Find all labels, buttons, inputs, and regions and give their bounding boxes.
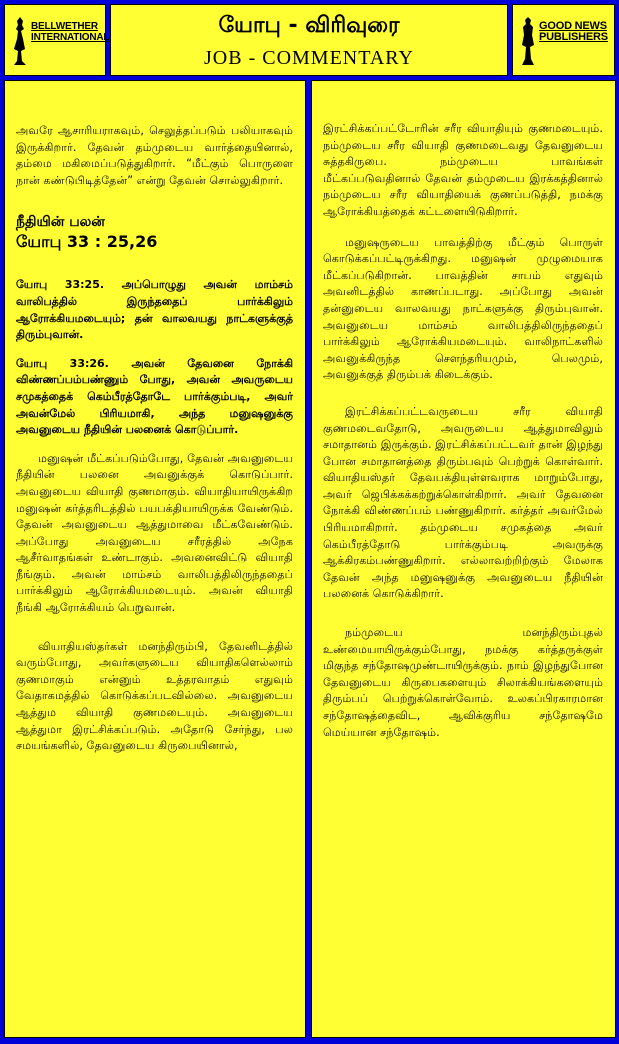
good-news-logo-box [512, 4, 615, 76]
good-news-logo [519, 15, 610, 67]
paragraph: இரட்சிக்கப்பட்டவருடைய சரீர வியாதி குணமடைவதோடு, அவருடைய ஆத்துமாவிலும் சமாதானம் இருக்கும். இரட்சிக்கப்பட்டவர் தான் இழந்து போன சமாதானத்தை திரும்பவும் பெற்றுக் கொள்வார். வியாதியஸ்தர் தேவபக்தியுள்ளவராக மாறும்போது, அவர் ஜெபிக்கக்கற்றுக்கொள்கிறார். அவர் தேவனை நோக்கி விண்ணப்பம் பண்ணுகிறார். கர்த்தர் அவர்மேல் பிரியமாகிறார். தம்முடைய சமுகத்தை அவர் கெம்பீரத்தோடு பார்க்கும்படி அவருக்கு ஆக்கிரகம்பண்ணுகிறார். எல்லாவற்றிற்கும் மேலாக தேவன் அந்த மனுஷனுக்கு அவனுடைய நீதியின் பலனைக் கொடுக்கிறார். [323, 404, 603, 601]
verse-26: யோபு 33:26. அவன் தேவனை நோக்கி விண்ணப்பம்பண்ணும் போது, அவன் அவருடைய சமுகத்தைக் கெம்பீரத்தோடே பார்க்கும்படி, அவர் அவன்மேல் பிரியமாகி, அந்த மனுஷனுக்கு அவனுடைய நீதியின் பலனைக் கொடுப்பார். [16, 356, 293, 437]
page-title-box [110, 4, 508, 76]
logo-line-2: PUBLISHERS [539, 31, 608, 43]
paragraph: அவரே ஆசாரியராகவும், செலுத்தப்படும் பலியாகவும் இருக்கிறார். தேவன் தம்முடைய வார்த்தையினால், தம்மை மகிமைப்படுத்துகிறார். “மீட்கும் பொருளை நான் கண்டுபிடித்தேன்” என்று தேவன் சொல்லுகிறார். [16, 124, 293, 187]
page-title-english: JOB - COMMENTARY [204, 47, 414, 69]
reader-figure-icon [519, 15, 537, 67]
paragraph: மனுஷன் மீட்கப்படும்போது, தேவன் அவனுடைய நீதியின் பலனை அவனுக்குக் கொடுப்பார். அவனுடைய வியாதி குணமாகும். வியாதியாயிருக்கிற மனுஷன் கர்த்தரிடத்தில் பயபக்தியாயிருக்க வேண்டும். தேவன் அவனுடைய ஆத்துமாவை மீட்கவேண்டும். அப்போது அவனுடைய சரீரத்தில் அநேக ஆசீர்வாதங்கள் உண்டாகும். அவனைவிட்டு வியாதி நீங்கும். அவன் மாம்சம் வாலிபத்திலிருந்ததைப் பார்க்கிலும் ஆரோக்கியமடையும். அவன் வியாதி நீங்கி ஆரோக்கியம் பெறுவான். [16, 451, 293, 615]
right-column [311, 80, 616, 1038]
paragraph: மனுஷருடைய பாவத்திற்கு மீட்கும் பொருள் கொடுக்கப்பட்டிருக்கிறது. மனுஷன் முழுமையாக மீட்கப்படுகிறான். பாவத்தின் சாபம் எதுவும் அவனிடத்தில் காணப்படாது. அப்போது அவன் தன்னுடைய வாலவயது நாட்களுக்கு திரும்புவான். அவனுடைய மாம்சம் வாலிபத்திலிருந்ததைப் பார்க்கிலும் ஆரோக்கியமடையும். வாலிநாட்களில் அவனுக்கிருந்த சௌந்தரியமும், பெலமும், அவனுக்குத் திரும்பக் கிடைக்கும். [323, 235, 603, 382]
ram-figure-icon [11, 15, 29, 67]
section-title: நீதியின் பலன் [16, 214, 105, 231]
logo-line-1: BELLWETHER [31, 21, 98, 32]
logo-line-1: GOOD NEWS [539, 20, 607, 32]
left-column [4, 80, 306, 1038]
paragraph: வியாதியஸ்தர்கள் மனந்திரும்பி, தேவனிடத்தில் வரும்போது, அவர்களுடைய வியாதிகளெல்லாம் குணமாகும் என்னும் உத்தரவாதம் எதுவும் வேதாகமத்தில் கொடுக்கப்படவில்லை. அவனுடைய ஆத்தும வியாதி குணமடையும். அவனுடைய ஆத்துமா இரட்சிக்கப்படும். அதோடு சேர்ந்து, பல சமயங்களில், தேவனுடைய கிருபையினால், [16, 639, 293, 753]
paragraph: இரட்சிக்கப்பட்டோரின் சரீர வியாதியும் குணமடையும். நம்முடைய சரீர வியாதி குணமடைவது தேவனுடைய சுத்தகிருபை. நம்முடைய பாவங்கள் மீட்கப்படுவதினால் தேவன் தம்முடைய இரக்கத்தினால் நம்முடைய சரீர வியாதியைக் குணப்படுத்தி, நமக்கு ஆரோக்கியத்தைக் கட்டளையிடுகிறார். [323, 122, 603, 218]
section-heading [16, 213, 293, 251]
bellwether-logo [11, 15, 110, 67]
page-title-tamil: யோபு - விரிவுரை [218, 13, 400, 38]
section-reference: யோபு 33 : 25,26 [16, 232, 158, 252]
bellwether-logo-text [31, 21, 109, 43]
verse-25: யோபு 33:25. அப்பொழுது அவன் மாம்சம் வாலிபத்தில் இருந்ததைப் பார்க்கிலும் ஆரோக்கியமடையும்; தன் வாலவயது நாட்களுக்குத் திரும்புவான். [16, 278, 293, 342]
good-news-logo-text [539, 21, 608, 43]
logo-line-2: INTERNATIONAL [31, 32, 110, 43]
bellwether-logo-box [4, 4, 110, 76]
paragraph: நம்முடைய மனந்திரும்புதல் உண்மையாயிருக்கும்போது, நமக்கு கர்த்தருக்குள் மிகுந்த சந்தோஷமுண்டாயிருக்கும். நாம் இழந்துபோன தேவனுடைய கிருபைகளையும் சிலாக்கியங்களையும் திரும்பப் பெற்றுக்கொள்வோம். உலகப்பிரகாரமான சந்தோஷத்தைவிட, ஆவிக்குரிய சந்தோஷமே மெய்யான சந்தோஷம். [323, 626, 603, 739]
